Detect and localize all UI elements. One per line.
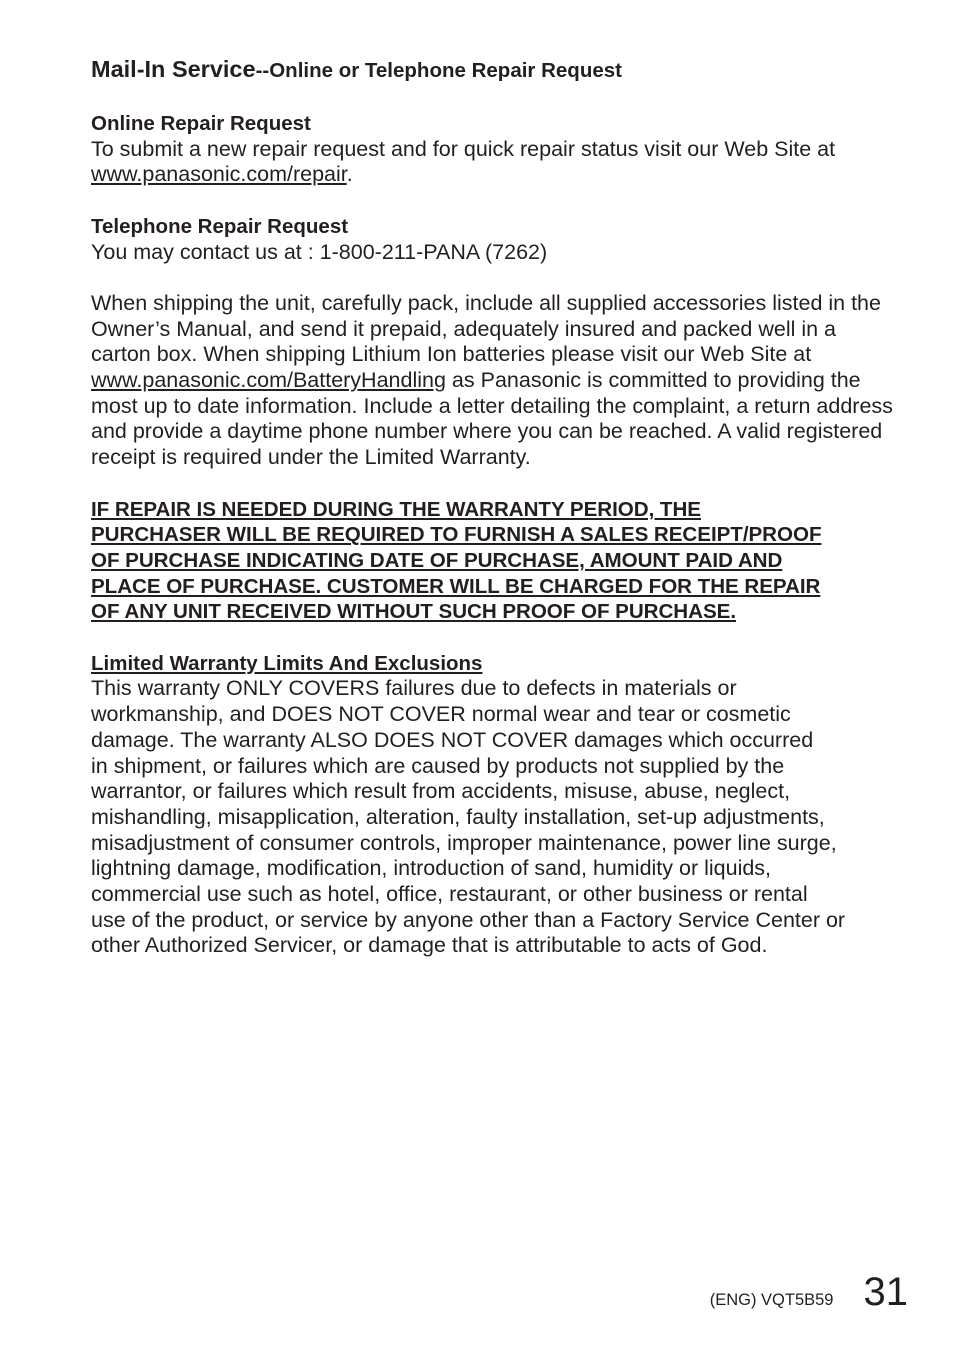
spacer [91, 625, 901, 651]
warning-line: OF PURCHASE INDICATING DATE OF PURCHASE, AMOUNT PAID AND [91, 548, 783, 572]
limits-line: damage. The warranty ALSO DOES NOT COVER damages which occurred [91, 727, 814, 752]
shipping-text-after: as Panasonic is committed to providing the most up to date information. Include a letter detailing the complaint, a return address and provide a daytime phone number where you can be reached. A valid registered receipt is required under the Limited Warranty. [91, 368, 893, 470]
online-repair-period: . [346, 162, 353, 187]
page-content [91, 48, 901, 959]
shipping-paragraph [91, 291, 901, 471]
warning-line: PLACE OF PURCHASE. CUSTOMER WILL BE CHARGED FOR THE REPAIR [91, 574, 821, 598]
spacer [91, 86, 901, 111]
limits-section [91, 651, 901, 959]
limits-line: lightning damage, modification, introduction of sand, humidity or liquids, [91, 856, 772, 881]
warning-line: IF REPAIR IS NEEDED DURING THE WARRANTY PERIOD, THE [91, 497, 701, 521]
warning-line: OF ANY UNIT RECEIVED WITHOUT SUCH PROOF OF PURCHASE. [91, 600, 736, 624]
limits-line: other Authorized Servicer, or damage that is attributable to acts of God. [91, 933, 768, 958]
warning-line: PURCHASER WILL BE REQUIRED TO FURNISH A SALES RECEIPT/PROOF [91, 523, 822, 547]
limits-heading: Limited Warranty Limits And Exclusions [91, 651, 483, 675]
page-title [91, 48, 901, 86]
limits-line: use of the product, or service by anyone other than a Factory Service Center or [91, 907, 846, 932]
limits-line: mishandling, misapplication, alteration, faulty installation, set-up adjustments, [91, 804, 825, 829]
online-repair-section [91, 111, 901, 188]
repair-website-link[interactable]: www.panasonic.com/repair [91, 162, 347, 187]
telephone-repair-heading: Telephone Repair Request [91, 214, 349, 238]
online-repair-text [91, 137, 901, 188]
document-code: (ENG) VQT5B59 [709, 1291, 834, 1309]
warranty-warning [91, 497, 901, 626]
limits-line: This warranty ONLY COVERS failures due to defects in materials or [91, 676, 737, 701]
telephone-repair-text: You may contact us at : 1-800-211-PANA (7262) [91, 239, 548, 264]
shipping-text-before: When shipping the unit, carefully pack, include all supplied accessories listed in the Owner’s Manual, and send it prepaid, adequately insured and packed well in a carton box. When shipping Lithium Ion batteries please visit our Web Site at [91, 290, 881, 367]
limits-line: commercial use such as hotel, office, restaurant, or other business or rental [91, 882, 808, 907]
spacer [91, 265, 901, 291]
page-footer [710, 1268, 908, 1316]
limits-line: workmanship, and DOES NOT COVER normal wear and tear or cosmetic [91, 702, 791, 727]
limits-line: misadjustment of consumer controls, improper maintenance, power line surge, [91, 830, 837, 855]
limits-line: in shipment, or failures which are caused by products not supplied by the [91, 753, 785, 778]
online-repair-intro: To submit a new repair request and for quick repair status visit our Web Site at [91, 136, 836, 161]
battery-handling-link[interactable]: www.panasonic.com/BatteryHandling [91, 368, 446, 392]
telephone-repair-section [91, 214, 901, 265]
spacer [91, 471, 901, 497]
spacer [91, 188, 901, 214]
page-title-subtitle: --Online or Telephone Repair Request [255, 59, 622, 82]
page-title-main: Mail-In Service [91, 56, 256, 82]
limits-line: warrantor, or failures which result from accidents, misuse, abuse, neglect, [91, 779, 791, 804]
online-repair-heading: Online Repair Request [91, 112, 311, 135]
shipping-section [91, 291, 901, 471]
page-number: 31 [863, 1270, 908, 1314]
